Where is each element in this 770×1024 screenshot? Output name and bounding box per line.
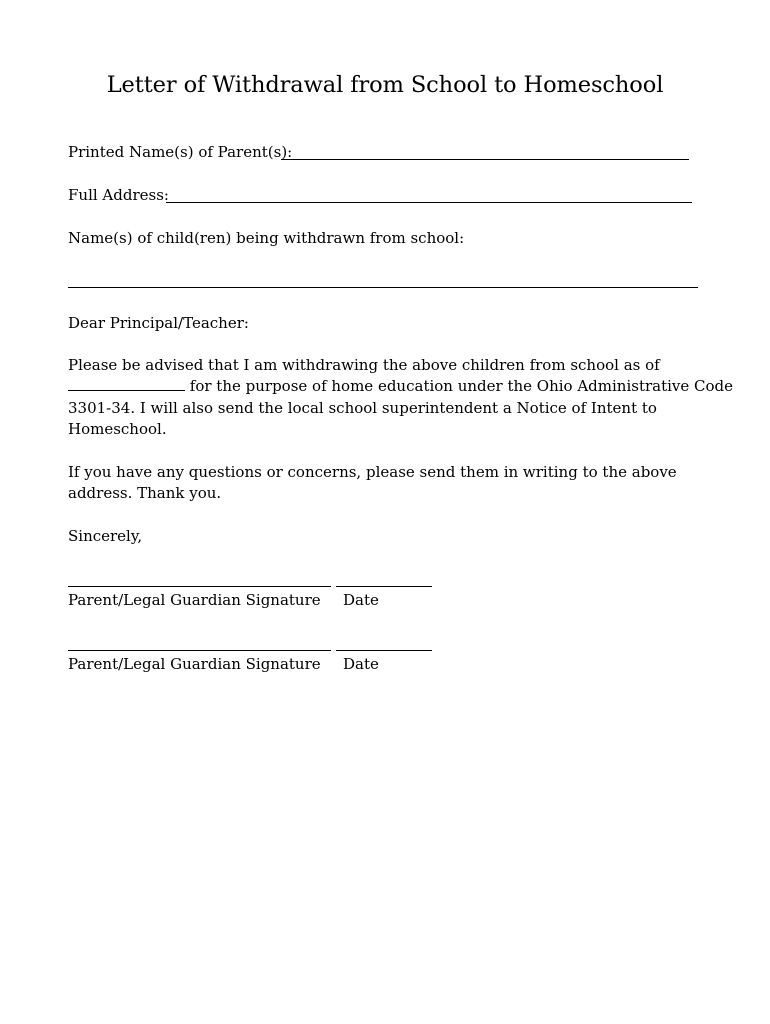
paragraph-line: address. Thank you.: [68, 484, 222, 503]
paragraph-line: [68, 376, 734, 397]
date-line-2[interactable]: [336, 650, 432, 651]
signature-line-2[interactable]: [68, 650, 331, 651]
parents-field-blank[interactable]: [281, 159, 689, 160]
paragraph-withdrawal: [68, 355, 734, 441]
paragraph-line-text: for the purpose of home education under the Ohio Administrative Code: [189, 377, 734, 396]
paragraph-line: If you have any questions or concerns, please send them in writing to the above: [68, 463, 677, 481]
closing: Sincerely,: [68, 527, 143, 545]
document-title: Letter of Withdrawal from School to Homeschool: [106, 72, 664, 98]
paragraph-line: Homeschool.: [68, 420, 167, 439]
paragraph-line: Please be advised that I am withdrawing the above children from school as of: [68, 356, 660, 374]
signature-label-1: Parent/Legal Guardian Signature: [68, 591, 321, 609]
address-field-row: [68, 185, 169, 206]
date-label-1: Date: [343, 591, 379, 609]
paragraph-line: 3301-34. I will also send the local school superintendent a Notice of Intent to: [68, 398, 657, 417]
date-line-1[interactable]: [336, 586, 432, 587]
signature-label-2: Parent/Legal Guardian Signature: [68, 655, 321, 673]
paragraph-questions: [68, 462, 708, 505]
salutation: Dear Principal/Teacher:: [68, 314, 249, 332]
date-label-2: Date: [343, 655, 379, 673]
address-field-label: Full Address:: [68, 186, 169, 204]
children-field-blank[interactable]: [68, 287, 698, 288]
children-field-row: [68, 228, 464, 249]
address-field-blank[interactable]: [166, 202, 692, 203]
children-field-label: Name(s) of child(ren) being withdrawn from school:: [68, 229, 465, 247]
withdrawal-date-blank[interactable]: [68, 376, 185, 391]
parents-field-row: [68, 142, 292, 163]
signature-line-1[interactable]: [68, 586, 331, 587]
parents-field-label: Printed Name(s) of Parent(s):: [68, 143, 293, 161]
